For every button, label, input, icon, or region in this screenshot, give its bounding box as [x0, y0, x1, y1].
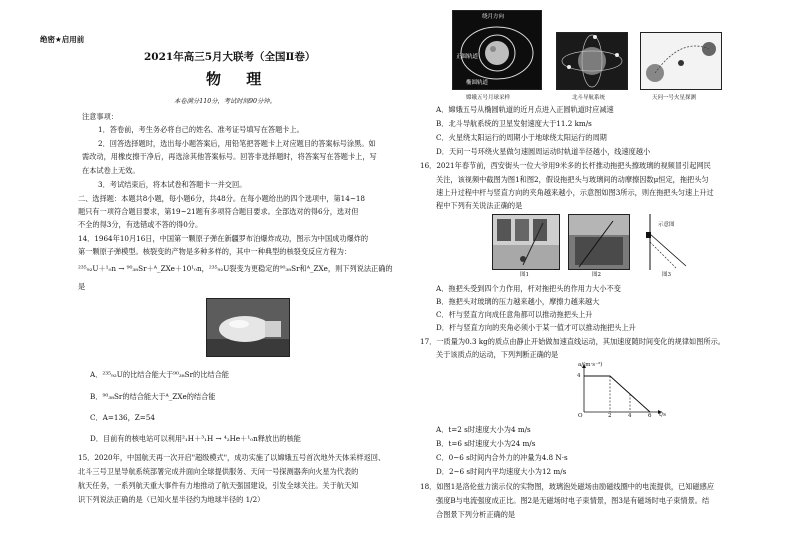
- fig2-image: [568, 214, 630, 270]
- score-info: 本卷满分110分，考试时间90分钟。: [174, 98, 276, 105]
- q17-chart-x-tick: 2: [608, 413, 612, 419]
- bomb-model-image: [206, 298, 290, 357]
- fig1-image: [492, 214, 560, 270]
- q14-line: 是: [78, 282, 86, 291]
- q15-line: 识下列说法正确的是（已知火星半径约为地球半径的 1/2）: [78, 495, 265, 504]
- fig3-caption: 图3: [662, 272, 671, 278]
- q17-chart-origin: O: [578, 413, 583, 419]
- q14-line: 14．1964年10月16日，中国第一颗原子弹在新疆罗布泊爆炸成功，图示为中国成功爆炸的: [78, 234, 369, 243]
- q16-line: 关注，该视频中截图为图1和图2，假设拖把头与玻璃间的动摩擦因数μ恒定，拖把头匀: [436, 175, 709, 184]
- q16-line: 16．2021年春节前，西安街头一位大爷用9米多的长杆推动拖把头擦玻璃的视频冒引起网民: [420, 161, 711, 170]
- notes-line: 3．考试结束后，将本试卷和答题卡一并交回。: [98, 180, 247, 189]
- q14-option-a: A．²³⁵₉₂U的比结合能大于⁹⁰₃₈Sr的比结合能: [90, 370, 229, 379]
- fig3-label: 示意图: [658, 222, 675, 228]
- moon-image-orbit-label: 正圆轨道: [456, 54, 479, 60]
- section-line: 题只有一项符合题目要求，第19~21题有多项符合题目要求。全部选对的得6分，选对但: [78, 207, 359, 216]
- secret-label: 绝密★启用前: [40, 35, 85, 44]
- q17-option-c: C．0~6 s时间内合外力的冲量为4.8 N·s: [436, 453, 568, 462]
- q16-line: 程中下列有关说法正确的是: [436, 201, 523, 210]
- notes-title: 注意事项：: [82, 112, 118, 121]
- moon-image-caption: 嫦娥五号月球采样: [466, 95, 511, 101]
- q18-line: 合图景下列分析正确的是: [436, 510, 516, 519]
- q14-line: ²³⁵₉₂U＋¹₀n → ⁹⁰₃₈Sr＋ᴬ_ZXe＋10¹₀n，²³⁵₉₂U裂变为更稳定的⁹⁰₃₈Sr和ᴬ_ZXe，则下列说法正确的: [78, 264, 393, 273]
- exam-title: 2021年高三5月大联考（全国Ⅱ卷）: [144, 51, 316, 63]
- q15-option-b: B．北斗导航系统的卫星发射速度大于11.2 km/s: [436, 119, 592, 128]
- section-line: 不全的得3分，有选错或不答的得0分。: [78, 220, 203, 229]
- q16-option-c: C．杆与竖直方向成任意角都可以推动拖把头上升: [436, 310, 593, 319]
- fig2-caption: 图2: [592, 272, 601, 278]
- q17-option-d: D．2~6 s时间内平均速度大小为12 m/s: [436, 467, 567, 476]
- q18-line: 18．如图1是洛伦兹力演示仪的实物图，玻璃泡处磁场由励磁线圈中的电流提供，已知磁感应: [420, 482, 715, 491]
- notes-line: 2．回答选择题时，选出每小题答案后，用铅笔把答题卡上对应题目的答案标号涂黑。如: [98, 139, 376, 148]
- q14-option-c: C．A=136，Z=54: [90, 413, 155, 422]
- q15-line: 北斗三号卫星导航系统部署完成并面向全球提供服务、天问一号探测器奔向火星为代表的: [78, 467, 359, 476]
- moon-image-top-label: 绕月方向: [482, 14, 505, 20]
- subject-title: 物 理: [206, 70, 272, 88]
- q14-line: 第一颗原子弹模型。核裂变的产物是多种多样的，其中一种典型的核裂变反应方程为：: [78, 247, 352, 256]
- beidou-caption: 北斗导航系统: [572, 95, 606, 101]
- q15-line: 15．2020年，中国航天再一次开启"超级模式"，成功实施了以嫦娥五号首次地外天体采样返回、: [78, 453, 386, 462]
- q15-option-c: C．火星绕太阳运行的周期小于地球绕太阳运行的周期: [436, 133, 607, 142]
- tianwen-caption: 天问一号火星探测: [652, 95, 697, 101]
- q17-chart-ylabel: a/(m·s⁻²): [578, 362, 603, 368]
- q15-option-d: D．天问一号环绕火星做匀速圆周运动时轨道半径越小，线速度越小: [436, 147, 651, 156]
- q16-line: 速上升过程中杆与竖直方向的夹角越来越小，示意图如图3所示，则在拖把头匀速上升过: [436, 188, 714, 197]
- q17-option-a: A．t=2 s时速度大小为4 m/s: [436, 425, 531, 434]
- right-column: [420, 0, 760, 560]
- notes-line: 1．答卷前，考生务必将自己的姓名、准考证号填写在答题卡上。: [98, 125, 304, 134]
- q17-line: 关于该质点的运动，下列判断正确的是: [436, 350, 559, 359]
- q16-option-d: D．杆与竖直方向的夹角必须小于某一值才可以推动拖把头上升: [436, 323, 636, 332]
- q14-option-b: B．⁹⁰₃₈Sr的结合能大于ᴬ_ZXe的结合能: [90, 392, 216, 401]
- q16-option-a: A．拖把头受到四个力作用，杆对拖把头的作用力大小不变: [436, 284, 621, 293]
- q15-line: 航天任务，一系列航天重大事件有力地推动了航天强国建设，引发全球关注。关于航天知: [78, 481, 359, 490]
- q16-option-b: B．拖把头对玻璃的压力越来越小，摩擦力越来越大: [436, 297, 600, 306]
- left-column: [40, 0, 408, 560]
- q17-option-b: B．t=6 s时速度大小为24 m/s: [436, 439, 536, 448]
- section-line: 二、选择题：本题共8小题，每小题6分，共48分。在每小题给出的四个选项中，第14~18: [78, 194, 365, 203]
- q17-chart-y-tick: 4: [577, 373, 581, 379]
- moon-image-ellipse-label: 椭圆轨道: [466, 80, 489, 86]
- beidou-image: [556, 32, 628, 90]
- q17-chart-x-tick: 4: [628, 413, 632, 419]
- q14-option-d: D．目前有的核电站可以利用²₁H＋³₁H → ⁴₂He＋¹₀n释放出的核能: [90, 434, 301, 443]
- q18-line: 强度B与电流强度成正比。图2是无磁场时电子束情景，图3是有磁场时电子束情景。结: [436, 496, 710, 505]
- q17-chart-xlabel: t/s: [659, 412, 666, 418]
- q17-line: 17．一质量为0.3 kg的质点由静止开始做加速直线运动，其加速度随时间变化的规律如图所示。: [420, 337, 725, 346]
- notes-line: 在本试卷上无效。: [82, 166, 140, 175]
- fig1-caption: 图1: [520, 272, 529, 278]
- q15-option-a: A．嫦娥五号从椭圆轨道的近月点进入正圆轨道时应减速: [436, 105, 614, 114]
- tianwen-image: [640, 32, 722, 90]
- notes-line: 需改动，用橡皮擦干净后，再选涂其他答案标号。回答非选择题时，将答案写在答题卡上，写: [82, 152, 377, 161]
- q17-acceleration-chart: [566, 362, 666, 420]
- q17-chart-x-tick: 6: [648, 413, 652, 419]
